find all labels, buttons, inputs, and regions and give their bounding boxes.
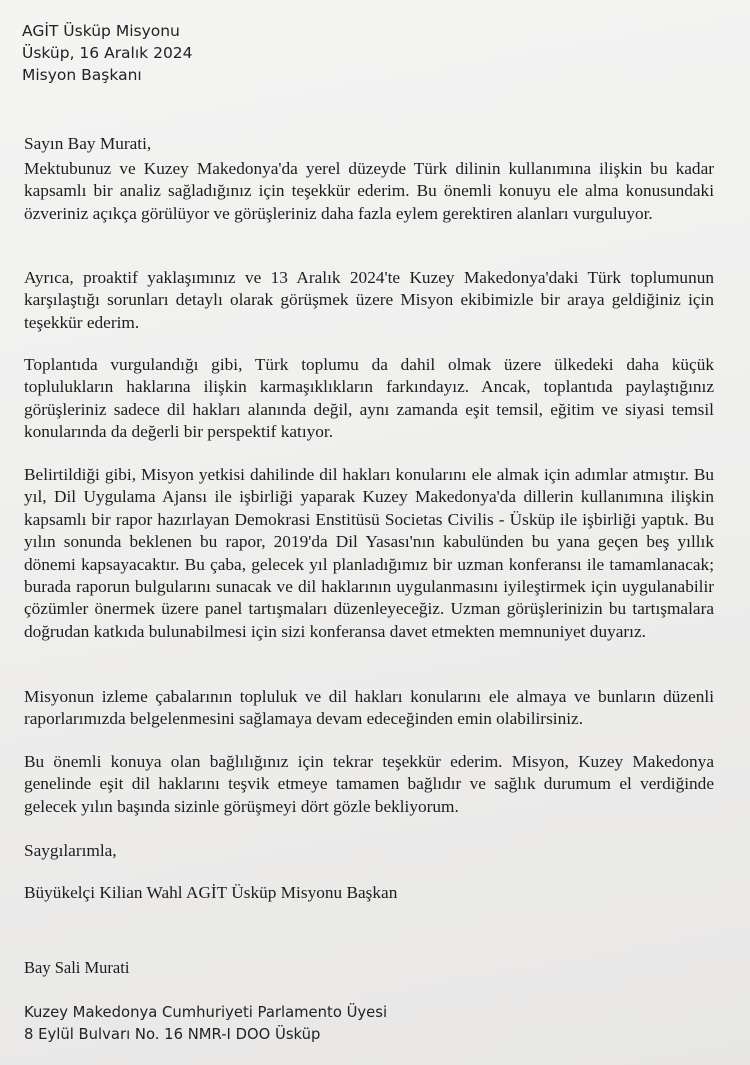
sender-role: Misyon Başkanı [22,66,142,84]
salutation: Sayın Bay Murati, [24,134,152,153]
letter-paragraph-4: Belirtildiği gibi, Misyon yetkisi dahilinde dil hakları konularını ele almak için adımlar atmıştır. Bu yıl, Dil Uygulama Ajansı ile işbirliği yaparak Kuzey Makedonya'da dillerin kullanımına ilişkin kapsamlı bir rapor hazırlayan Demokrasi Enstitüsü Societas Civilis - Üsküp ile işbirliği yaptık. Bu yılın sonunda beklenen bu rapor, 2019'da Dil Yasası'nın kabulünden bu yana geçen beş yıllık dönemi kapsayacaktır. Bu çaba, gelecek yıl planladığımız bir uzman konferansı ile tamamlanacak; burada raporun bulgularını sunacak ve dil haklarının uygulanmasını iyileştirmek için uygulanabilir çözümler önermek üzere panel tartışmaları düzenleyeceğiz. Uzman görüşlerinizin bu tartışmalara doğrudan katkıda bulunabilmesi için sizi konferansa davet etmekten memnuniyet duyarız. [24,465,714,641]
recipient-title: Kuzey Makedonya Cumhuriyeti Parlamento Üyesi [24,1004,388,1021]
recipient-address: 8 Eylül Bulvarı No. 16 NMR-I DOO Üsküp [24,1026,321,1043]
place-and-date: Üsküp, 16 Aralık 2024 [22,44,193,62]
letter-paragraph-3: Toplantıda vurgulandığı gibi, Türk toplumu da dahil olmak üzere ülkedeki daha küçük toplulukların haklarına ilişkin karmaşıklıkların farkındayız. Ancak, toplantıda paylaştığınız görüşleriniz sadece dil hakları alanında değil, aynı zamanda eşit temsil, eğitim ve siyasi temsil konularında da değerli bir perspektif katıyor. [24,355,714,442]
signature-line: Büyükelçi Kilian Wahl AGİT Üsküp Misyonu Başkan [24,883,398,902]
letter-paragraph-1: Mektubunuz ve Kuzey Makedonya'da yerel düzeyde Türk dilinin kullanımına ilişkin bu kadar kapsamlı bir analiz sağladığınız için teşekkür ederim. Bu önemli konuyu ele alma konusundaki özveriniz açıkça görülüyor ve görüşleriniz daha fazla eylem gerektiren alanları vurguluyor. [24,159,714,223]
letter-paragraph-2: Ayrıca, proaktif yaklaşımınız ve 13 Aralık 2024'te Kuzey Makedonya'daki Türk toplumunun karşılaştığı sorunları detaylı olarak görüşmek üzere Misyon ekibimizle bir araya geldiğiniz için teşekkür ederim. [24,268,714,332]
sender-organization: AGİT Üsküp Misyonu [22,22,180,40]
closing: Saygılarımla, [24,841,117,860]
recipient-address-block [24,1002,387,1046]
recipient-name: Bay Sali Murati [24,958,130,977]
letter-paragraph-5: Misyonun izleme çabalarının topluluk ve dil hakları konularını ele almaya ve bunların düzenli raporlarımızda belgelenmesini sağlamaya devam edeceğinden emin olabilirsiniz. [24,687,714,729]
letter-paragraph-6: Bu önemli konuya olan bağlılığınız için tekrar teşekkür ederim. Misyon, Kuzey Makedonya genelinde eşit dil haklarını teşvik etmeye tamamen bağlıdır ve sağlık durumum el verdiğinde gelecek yılın başında sizinle görüşmeyi dört gözle bekliyorum. [24,752,714,816]
letter-header [22,20,193,86]
